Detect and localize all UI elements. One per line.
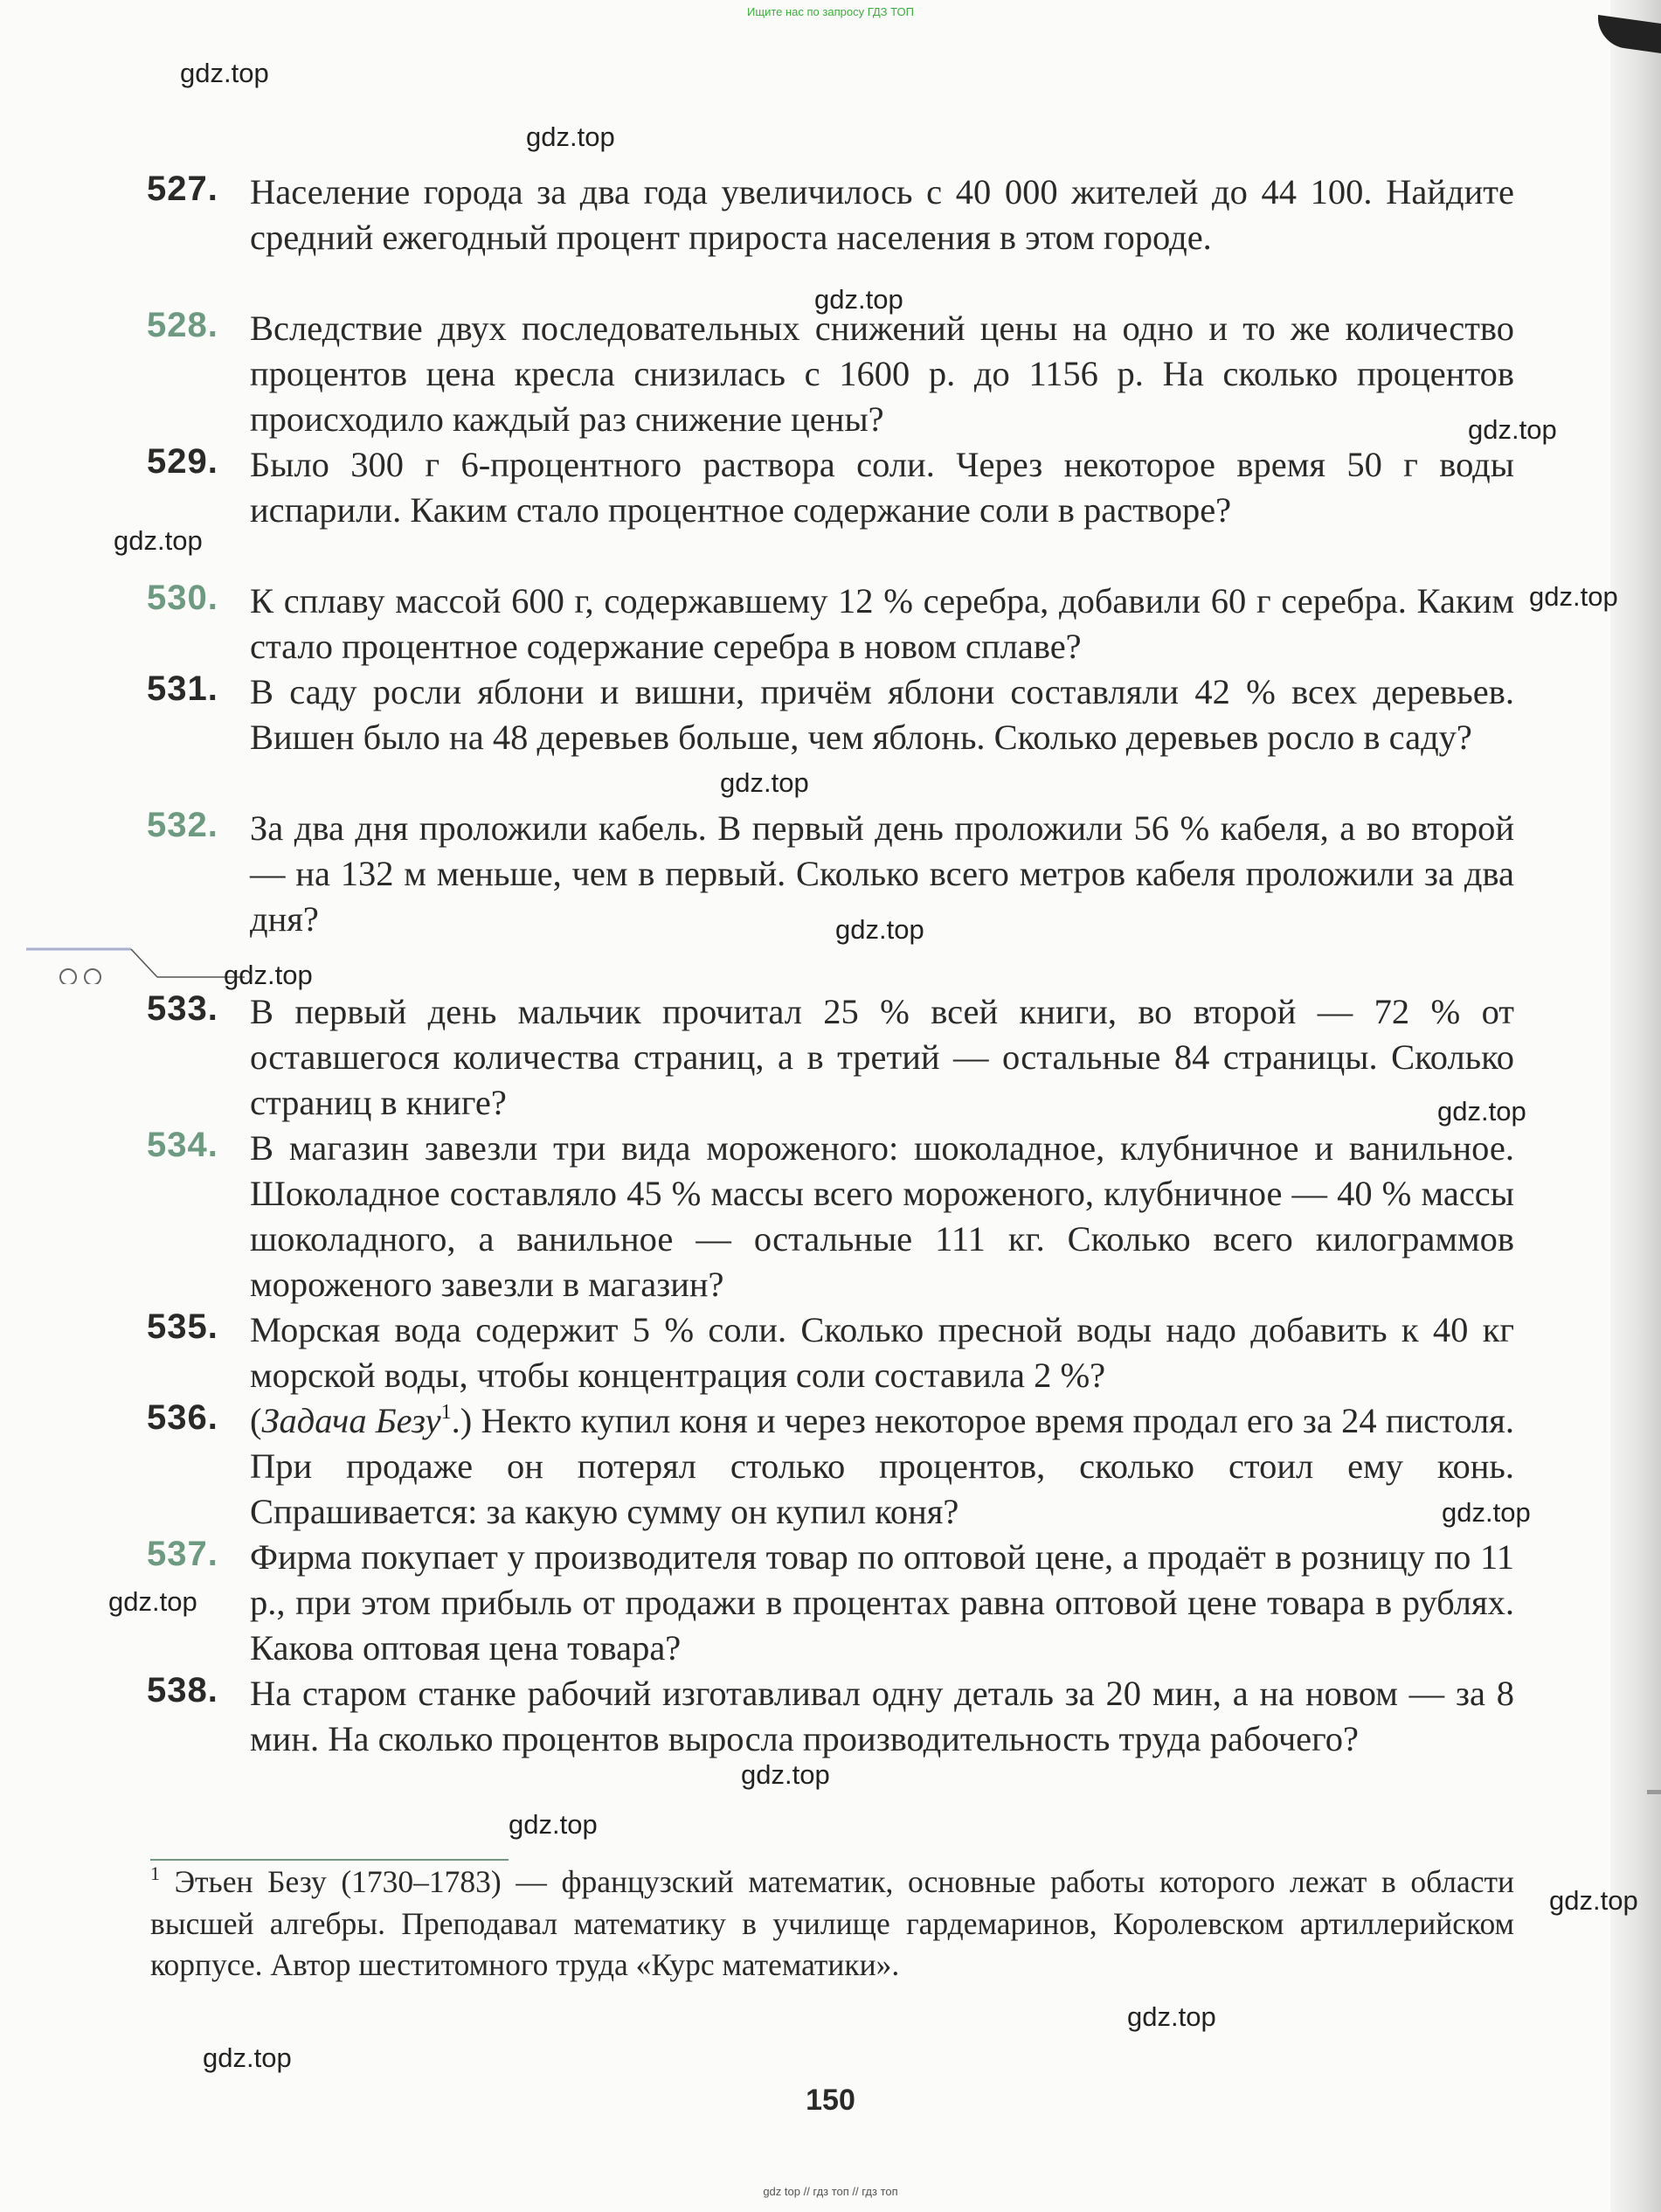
watermark: gdz.top (1529, 581, 1618, 612)
problem-text: В саду росли яблони и вишни, причём яблони составляли 42 % всех деревьев. Вишен было на 48 деревьев больше, чем яблонь. Сколько деревьев росло в саду? (250, 672, 1514, 757)
bottom-banner[interactable]: gdz top // гдз топ // гдз топ (763, 2185, 898, 2198)
problem-536 (147, 1398, 1514, 1535)
watermark: gdz.top (114, 525, 203, 556)
watermark: gdz.top (180, 58, 269, 88)
problem-text: В первый день мальчик прочитал 25 % всей книги, во второй — 72 % от оставшегося количества страниц, а в третий — остальные 84 страницы. Сколько страниц в книге? (250, 992, 1514, 1122)
watermark: gdz.top (835, 914, 924, 945)
watermark: gdz.top (814, 284, 903, 315)
watermark: gdz.top (1127, 2001, 1216, 2032)
problem-number: 533. (147, 989, 218, 1028)
problem-529 (147, 442, 1514, 533)
problem-530 (147, 579, 1514, 669)
footnote-marker: 1 (150, 1862, 160, 1884)
problem-533 (147, 989, 1514, 1126)
problem-text: Вследствие двух последовательных снижений цены на одно и то же количество процентов цена кресла снизилась с 1600 р. до 1156 р. На сколько процентов происходило каждый раз снижение цены? (250, 309, 1514, 439)
problem-528 (147, 306, 1514, 442)
watermark: gdz.top (741, 1759, 830, 1790)
watermark: gdz.top (224, 960, 313, 990)
watermark: gdz.top (720, 767, 809, 798)
watermark: gdz.top (108, 1586, 197, 1617)
problem-text: Население города за два года увеличилось с 40 000 жителей до 44 100. Найдите средний ежегодный процент прироста населения в этом городе. (250, 172, 1514, 257)
watermark: gdz.top (526, 121, 615, 152)
top-banner[interactable]: Ищите нас по запросу ГДЗ ТОП (747, 5, 914, 18)
watermark: gdz.top (1437, 1096, 1526, 1127)
watermark: gdz.top (1468, 414, 1557, 445)
watermark: gdz.top (1549, 1885, 1638, 1916)
problem-number: 528. (147, 306, 218, 344)
problem-number: 530. (147, 579, 218, 617)
problem-537 (147, 1535, 1514, 1671)
problem-text: К сплаву массой 600 г, содержавшему 12 % серебра, добавили 60 г серебра. Каким стало процентное содержание серебра в новом сплаве? (250, 581, 1514, 666)
problem-number: 534. (147, 1126, 218, 1164)
problem-527 (147, 170, 1514, 260)
problem-number: 531. (147, 669, 218, 708)
problem-body: Некто купил коня и через некоторое время продал его за 24 пистоля. При продаже он потерял столько процентов, сколько стоил ему конь. Спрашивается: за какую сумму он купил коня? (250, 1401, 1514, 1531)
section-marker-decoration (26, 946, 253, 984)
problem-text: Морская вода содержит 5 % соли. Сколько пресной воды надо добавить к 40 кг морской воды, чтобы концентрация соли составила 2 %? (250, 1310, 1514, 1395)
problem-text (250, 1398, 1514, 1535)
watermark: gdz.top (1442, 1497, 1531, 1528)
problem-text: В магазин завезли три вида мороженого: шоколадное, клубничное и ванильное. Шоколадное составляло 45 % массы всего мороженого, клубничное — 40 % массы шоколадного, а ванильное — остальные 111 кг. Сколько всего килограммов мороженого завезли в магазин? (250, 1128, 1514, 1304)
problem-number: 537. (147, 1535, 218, 1573)
footnote-divider (150, 1859, 509, 1861)
problem-text: Было 300 г 6-процентного раствора соли. Через некоторое время 50 г воды испарили. Каким стало процентное содержание соли в растворе? (250, 445, 1514, 530)
problem-535 (147, 1307, 1514, 1398)
problem-number: 527. (147, 170, 218, 208)
problem-text: За два дня проложили кабель. В первый день проложили 56 % кабеля, а во второй — на 132 м меньше, чем в первый. Сколько всего метров кабеля проложили за два дня? (250, 808, 1514, 939)
page-edge-shadow (1610, 0, 1661, 2212)
footnote-ref[interactable]: 1 (440, 1401, 452, 1424)
page-number: 150 (806, 2084, 855, 2117)
footnote (150, 1862, 1514, 1987)
problem-number: 535. (147, 1307, 218, 1346)
problem-number: 529. (147, 442, 218, 481)
watermark: gdz.top (203, 2042, 292, 2073)
problem-source: Задача Безу (261, 1401, 441, 1440)
problem-538 (147, 1671, 1514, 1762)
side-tick (1647, 1790, 1661, 1794)
problem-534 (147, 1126, 1514, 1307)
problem-text: Фирма покупает у производителя товар по оптовой цене, а продаёт в розницу по 11 р., при этом прибыль от продажи в процентах равна оптовой цене товара в рублях. Какова оптовая цена товара? (250, 1537, 1514, 1668)
problem-text: На старом станке рабочий изготавливал одну деталь за 20 мин, а на новом — за 8 мин. На сколько процентов выросла производительность труда рабочего? (250, 1674, 1514, 1758)
problem-531 (147, 669, 1514, 760)
paren-close: .) (451, 1401, 473, 1440)
footnote-text: Этьен Безу (1730–1783) — французский математик, основные работы которого лежат в области высшей алгебры. Преподавал математику в училище гардемаринов, Королевском артиллерийском корпусе. Автор шеститомного труда «Курс математики». (150, 1864, 1514, 1982)
problem-number: 538. (147, 1671, 218, 1709)
paren-open: ( (250, 1401, 262, 1440)
problem-number: 536. (147, 1398, 218, 1437)
problem-number: 532. (147, 806, 218, 844)
watermark: gdz.top (509, 1809, 598, 1840)
problem-532 (147, 806, 1514, 942)
